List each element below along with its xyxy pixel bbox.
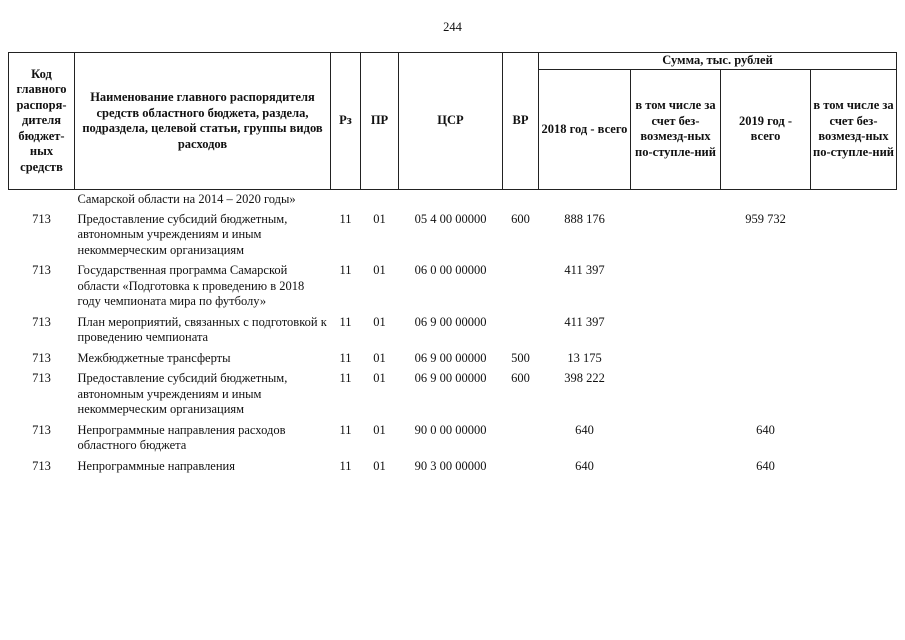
row-vr [503, 423, 539, 459]
row-csr: 06 0 00 00000 [414, 263, 487, 277]
row-csr: 90 0 00 00000 [414, 422, 487, 437]
row-sum-2019 [721, 263, 811, 315]
header-2019-free: в том числе за счет без-возмезд-ных по-ступле-ний [811, 69, 897, 189]
row-name: План мероприятий, связанных с подготовкой к проведению чемпионата [77, 314, 327, 344]
header-2018-total: 2018 год - всего [539, 69, 631, 189]
table-row [9, 459, 897, 480]
row-sum-2019 [721, 371, 811, 423]
row-csr: 05 4 00 00000 [414, 211, 487, 226]
row-pr: 01 [373, 458, 386, 473]
row-free-2019 [811, 351, 897, 372]
row-sum-2018: 13 175 [567, 350, 602, 365]
row-sum-2019: 959 732 [745, 211, 786, 226]
row-code: 713 [32, 458, 51, 473]
row-rz: 11 [339, 458, 352, 473]
row-name: Непрограммные направления [77, 458, 235, 473]
header-csr: ЦСР [399, 53, 503, 190]
header-sum: Сумма, тыс. рублей [539, 53, 897, 70]
table-body [9, 190, 897, 480]
row-free-2018 [631, 315, 721, 351]
row-pr: 01 [373, 211, 386, 226]
header-2019-total: 2019 год - всего [721, 69, 811, 189]
table-row [9, 212, 897, 264]
row-pr: 01 [373, 314, 386, 329]
row-code: 713 [32, 350, 51, 365]
table-header [9, 53, 897, 190]
row-free-2019 [811, 459, 897, 480]
row-free-2019 [811, 263, 897, 315]
row-free-2018 [631, 423, 721, 459]
row-sum-2018: 398 222 [564, 371, 605, 385]
row-free-2018 [631, 263, 721, 315]
row-sum-2019: 640 [756, 458, 775, 473]
row-free-2019 [811, 212, 897, 264]
row-csr: 06 9 00 00000 [414, 371, 487, 385]
table-row [9, 263, 897, 315]
table-row-continuation [9, 190, 897, 212]
row-rz: 11 [339, 422, 352, 437]
row-vr [503, 459, 539, 480]
row-rz: 11 [339, 371, 352, 385]
row-sum-2019 [721, 315, 811, 351]
row-name: Самарской области на 2014 – 2020 годы» [77, 192, 296, 206]
row-free-2018 [631, 212, 721, 264]
row-free-2018 [631, 459, 721, 480]
row-code: 713 [32, 263, 51, 277]
row-pr: 01 [373, 350, 386, 365]
row-rz: 11 [339, 314, 352, 329]
row-rz: 11 [339, 263, 352, 277]
row-name: Предоставление субсидий бюджетным, автономным учреждениям и иным некоммерческим организациям [77, 371, 288, 416]
row-csr: 90 3 00 00000 [414, 458, 487, 473]
row-free-2018 [631, 351, 721, 372]
row-vr [503, 315, 539, 351]
row-csr: 06 9 00 00000 [414, 314, 487, 329]
row-free-2019 [811, 423, 897, 459]
header-pr: ПР [361, 53, 399, 190]
row-free-2018 [631, 371, 721, 423]
row-pr: 01 [373, 422, 386, 437]
budget-table [8, 52, 897, 479]
header-code: Код главного распоря-дителя бюджет-ных средств [9, 53, 75, 190]
row-name: Государственная программа Самарской области «Подготовка к проведению в 2018 году чемпионата мира по футболу» [77, 263, 305, 308]
table-row [9, 315, 897, 351]
table-row [9, 423, 897, 459]
row-sum-2018: 411 397 [564, 314, 605, 329]
row-sum-2019: 640 [756, 422, 775, 437]
header-vr: ВР [503, 53, 539, 190]
row-sum-2018: 640 [575, 458, 594, 473]
row-code: 713 [32, 211, 51, 226]
row-rz: 11 [339, 350, 352, 365]
row-csr: 06 9 00 00000 [414, 350, 487, 365]
row-name: Непрограммные направления расходов областного бюджета [77, 422, 286, 452]
row-free-2019 [811, 315, 897, 351]
row-vr [503, 263, 539, 315]
row-sum-2018: 411 397 [564, 263, 605, 277]
row-name: Предоставление субсидий бюджетным, автономным учреждениям и иным некоммерческим организациям [77, 211, 288, 257]
row-pr: 01 [373, 263, 386, 277]
row-vr: 600 [511, 371, 530, 385]
row-vr: 500 [511, 350, 530, 365]
row-name: Межбюджетные трансферты [77, 350, 231, 365]
header-name: Наименование главного распорядителя средств областного бюджета, раздела, подраздела, целевой статьи, группы видов расходов [75, 53, 331, 190]
table-row [9, 351, 897, 372]
row-code: 713 [32, 314, 51, 329]
page-number: 244 [443, 20, 462, 34]
row-sum-2018: 640 [575, 422, 594, 437]
row-rz: 11 [339, 211, 352, 226]
row-sum-2018: 888 176 [564, 211, 605, 226]
table-row [9, 371, 897, 423]
row-free-2019 [811, 371, 897, 423]
header-rz: Рз [331, 53, 361, 190]
row-vr: 600 [511, 211, 530, 226]
row-code: 713 [32, 371, 51, 385]
row-sum-2019 [721, 351, 811, 372]
row-pr: 01 [373, 371, 386, 385]
header-2018-free: в том числе за счет без-возмезд-ных по-ступле-ний [631, 69, 721, 189]
row-code: 713 [32, 422, 51, 437]
